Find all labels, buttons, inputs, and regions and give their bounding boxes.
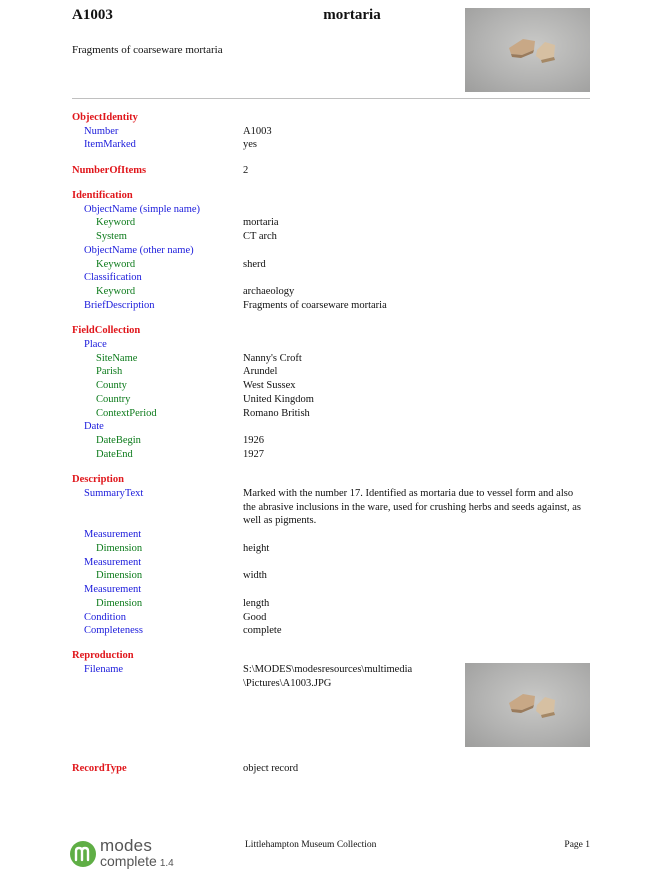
date-end-value: 1927	[243, 449, 264, 460]
number-of-items-value: 2	[243, 165, 249, 176]
filename-label: Filename	[84, 664, 124, 675]
number-value: A1003	[243, 126, 272, 137]
filename-value-line2: \Pictures\A1003.JPG	[243, 678, 332, 689]
measurement-label: Measurement	[84, 584, 142, 595]
object-name-simple-label: ObjectName (simple name)	[84, 204, 201, 215]
logo-word-modes: modes	[100, 836, 153, 855]
section-field-collection: FieldCollection	[72, 325, 141, 336]
logo-word-complete: complete 1.4	[100, 853, 174, 869]
county-label: County	[96, 380, 127, 391]
context-period-value: Romano British	[243, 408, 310, 419]
summary-text-label: SummaryText	[84, 488, 144, 499]
logo-version: 1.4	[159, 858, 174, 869]
condition-value: Good	[243, 612, 267, 623]
record-type-value: object record	[243, 763, 299, 774]
footer-collection-name: Littlehampton Museum Collection	[245, 840, 377, 850]
dimension-value: width	[243, 570, 267, 581]
completeness-label: Completeness	[84, 625, 143, 636]
context-period-label: ContextPeriod	[96, 408, 157, 419]
brief-description-label: BriefDescription	[84, 300, 155, 311]
modes-logo-icon	[70, 841, 96, 867]
section-description: Description	[72, 474, 124, 485]
keyword-label: Keyword	[96, 286, 136, 297]
place-label: Place	[84, 339, 107, 350]
date-end-label: DateEnd	[96, 449, 133, 460]
date-begin-value: 1926	[243, 435, 264, 446]
dimension-label: Dimension	[96, 543, 143, 554]
dimension-value: height	[243, 543, 270, 554]
modes-complete-logo	[70, 838, 190, 874]
keyword-label: Keyword	[96, 217, 136, 228]
date-label: Date	[84, 421, 104, 432]
country-label: Country	[96, 394, 131, 405]
keyword-value: archaeology	[243, 286, 295, 297]
keyword-value: mortaria	[243, 217, 279, 228]
footer-page-number: Page 1	[564, 840, 590, 850]
system-value: CT arch	[243, 231, 277, 242]
dimension-value: length	[243, 598, 270, 609]
object-number-title: A1003	[72, 7, 113, 23]
system-label: System	[96, 231, 127, 242]
object-name-other-label: ObjectName (other name)	[84, 245, 194, 256]
number-label: Number	[84, 126, 119, 137]
site-name-value: Nanny's Croft	[243, 353, 302, 364]
section-number-of-items: NumberOfItems	[72, 165, 147, 176]
brief-description-value: Fragments of coarseware mortaria	[243, 300, 387, 311]
section-identification: Identification	[72, 190, 133, 201]
county-value: West Sussex	[243, 380, 296, 391]
measurement-label: Measurement	[84, 557, 142, 568]
site-name-label: SiteName	[96, 353, 138, 364]
condition-label: Condition	[84, 612, 127, 623]
object-name-title: mortaria	[323, 7, 381, 23]
section-record-type: RecordType	[72, 763, 127, 774]
parish-label: Parish	[96, 366, 123, 377]
object-brief-description: Fragments of coarseware mortaria	[72, 44, 223, 56]
date-begin-label: DateBegin	[96, 435, 141, 446]
item-marked-label: ItemMarked	[84, 139, 136, 150]
keyword-value: sherd	[243, 259, 266, 270]
dimension-label: Dimension	[96, 598, 143, 609]
country-value: United Kingdom	[243, 394, 314, 405]
section-object-identity: ObjectIdentity	[72, 112, 138, 123]
reproduction-photo-thumbnail	[465, 663, 590, 747]
pottery-fragments-image	[465, 663, 590, 747]
measurement-label: Measurement	[84, 529, 142, 540]
summary-text-value: Marked with the number 17. Identified as mortaria due to vessel form and also the abrasive inclusions in the ware, used for crushing herbs and seeds against, as well as pigments.	[243, 488, 581, 526]
keyword-label: Keyword	[96, 259, 136, 270]
classification-label: Classification	[84, 272, 142, 283]
section-reproduction: Reproduction	[72, 650, 134, 661]
item-marked-value: yes	[243, 139, 257, 150]
parish-value: Arundel	[243, 366, 278, 377]
dimension-label: Dimension	[96, 570, 143, 581]
completeness-value: complete	[243, 625, 282, 636]
filename-value-line1: S:\MODES\modesresources\multimedia	[243, 664, 413, 675]
